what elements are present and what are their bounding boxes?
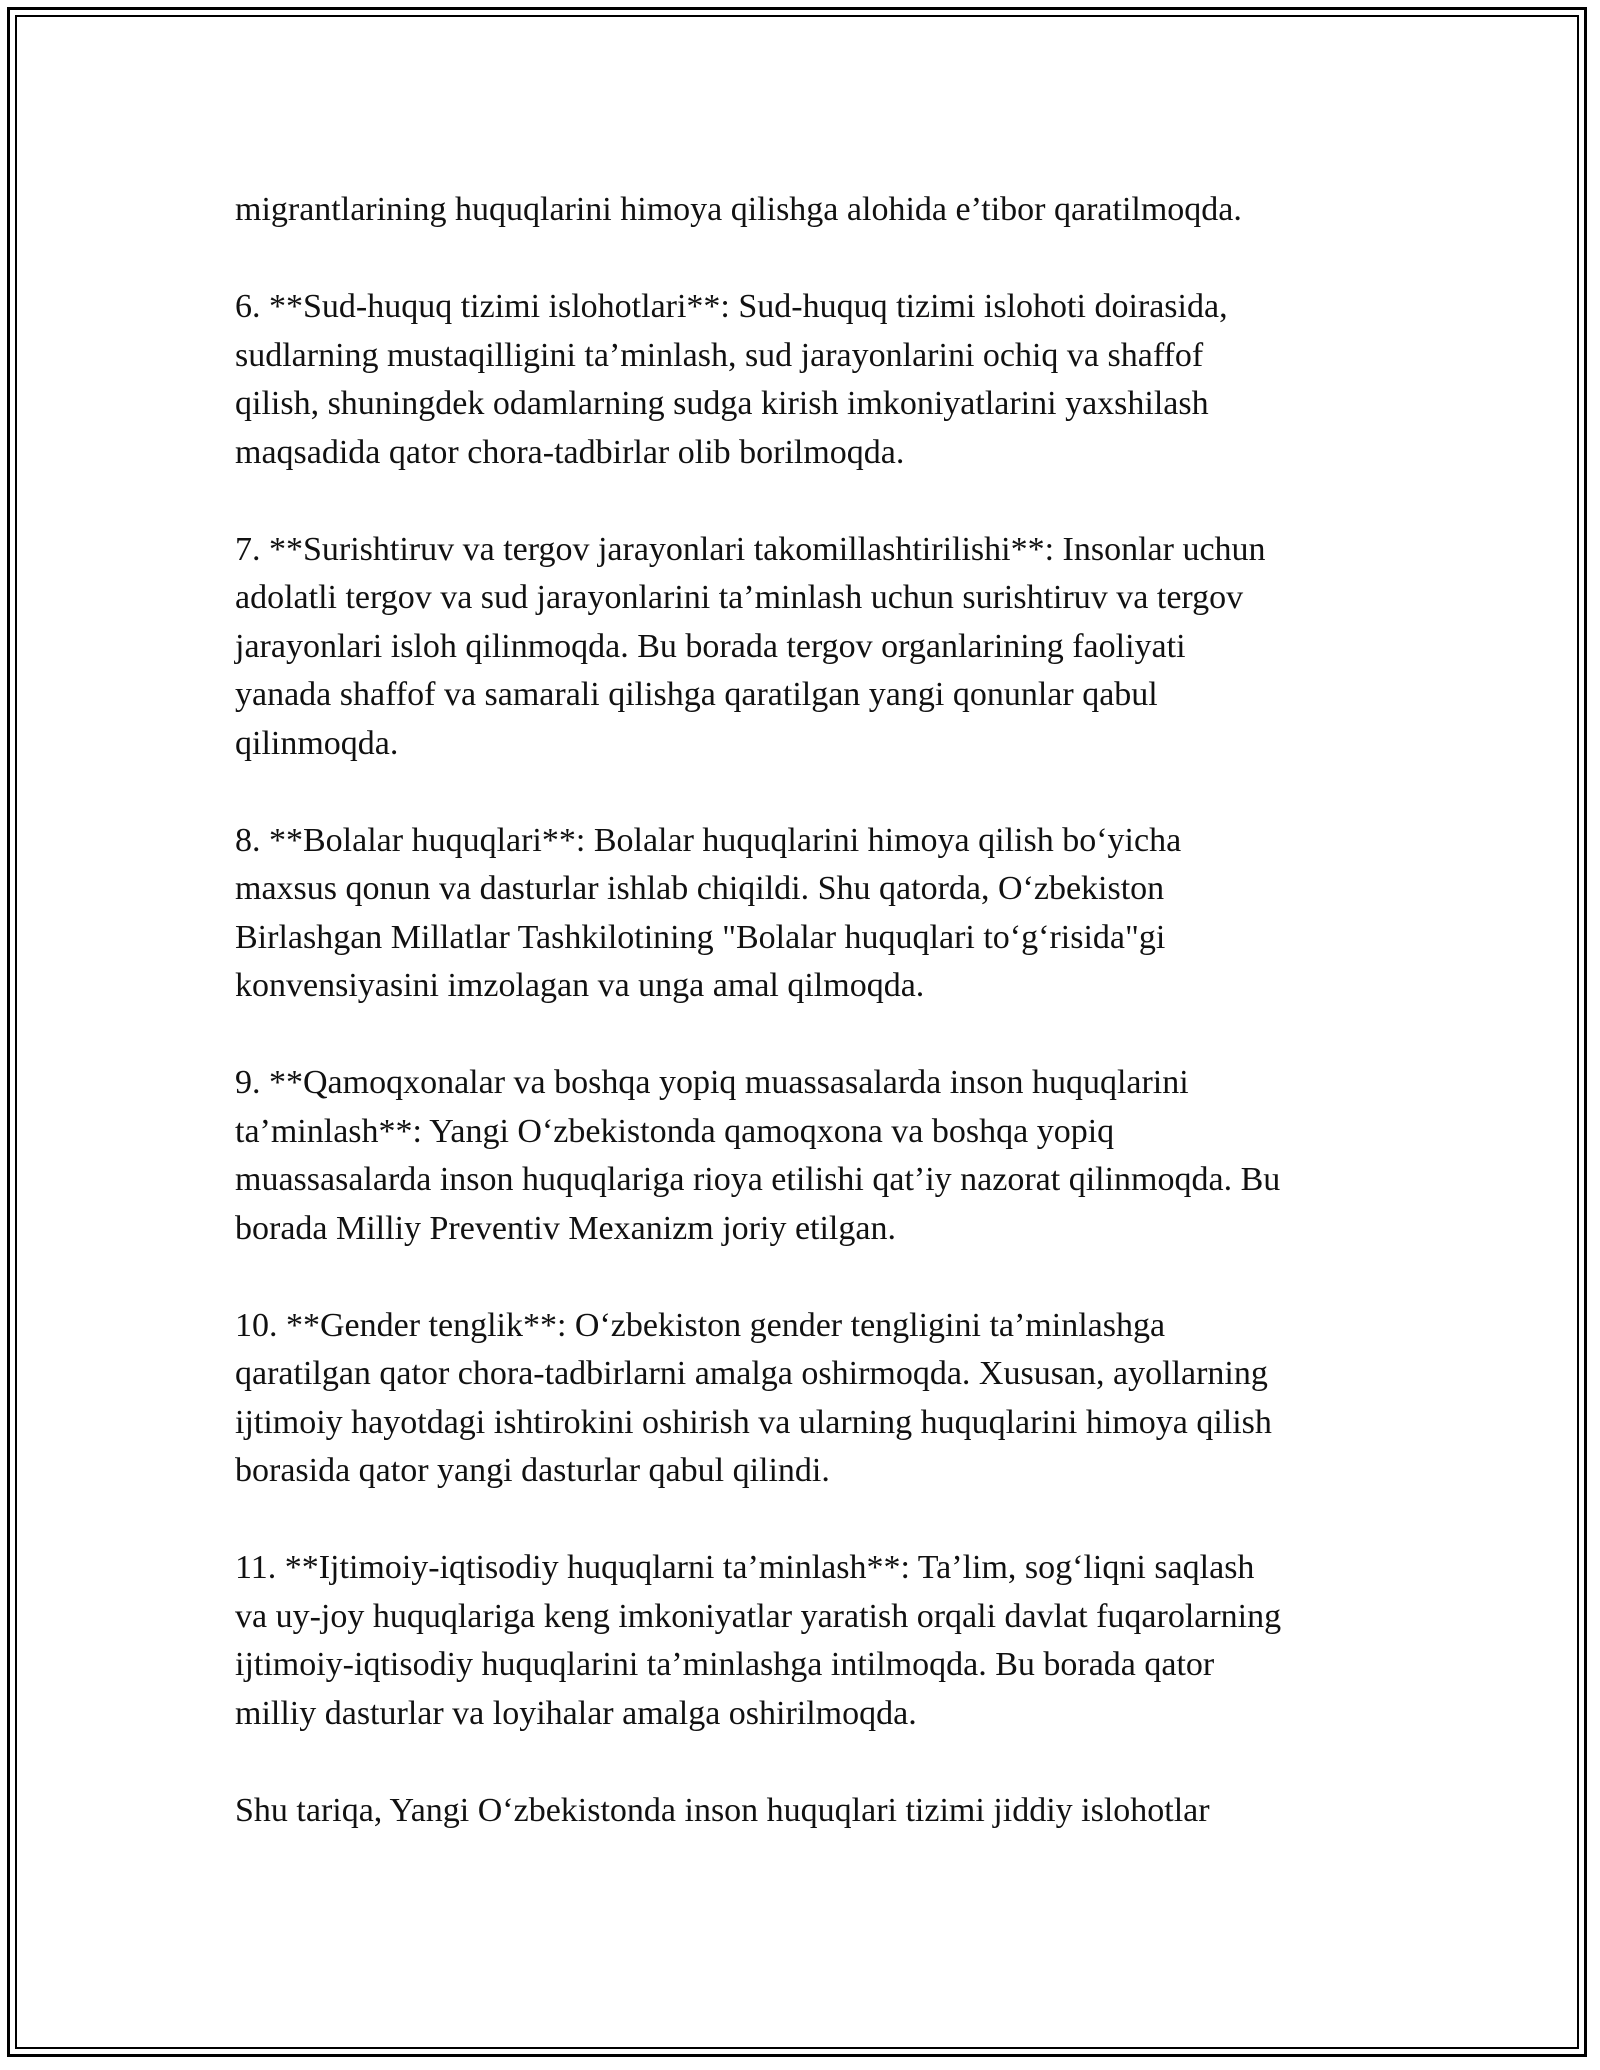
paragraph-item-8: 8. **Bolalar huquqlari**: Bolalar huquqlarini himoya qilish bo‘yicha maxsus qonun va dasturlar ishlab chiqildi. Shu qatorda, O‘zbekiston Birlashgan Millatlar Tashkilotining "Bolalar huquqlari to‘g‘risida"gi konvensiyasini imzolagan va unga amal qilmoqda. bbox=[235, 821, 1182, 1004]
paragraph-item-7: 7. **Surishtiruv va tergov jarayonlari takomillashtirilishi**: Insonlar uchun adolatli tergov va sud jarayonlarini ta’minlash uchun surishtiruv va tergov jarayonlari isloh qilinmoqda. Bu borada tergov organlarining faoliyati yanada shaffof va samarali qilishga qaratilgan yangi qonunlar qabul qilinmoqda. bbox=[235, 530, 1266, 762]
document-body bbox=[235, 186, 1375, 1884]
paragraph-item-9: 9. **Qamoqxonalar va boshqa yopiq muassasalarda inson huquqlarini ta’minlash**: Yangi O‘zbekistonda qamoqxona va boshqa yopiq muassasalarda inson huquqlariga rioya etilishi qat’iy nazorat qilinmoqda. Bu borada Milliy Preventiv Mexanizm joriy etilgan. bbox=[235, 1064, 1281, 1247]
paragraph-item-11: 11. **Ijtimoiy-iqtisodiy huquqlarni ta’minlash**: Ta’lim, sog‘liqni saqlash va uy-joy huquqlariga keng imkoniyatlar yaratish orqali davlat fuqarolarning ijtimoiy-iqtisodiy huquqlarini ta’minlashga intilmoqda. Bu borada qator milliy dasturlar va loyihalar amalga oshirilmoqda. bbox=[235, 1549, 1282, 1732]
paragraph-item-10: 10. **Gender tenglik**: O‘zbekiston gender tengligini ta’minlashga qaratilgan qator chora-tadbirlarni amalga oshirmoqda. Xususan, ayollarning ijtimoiy hayotdagi ishtirokini oshirish va ularning huquqlarini himoya qilish borasida qator yangi dasturlar qabul qilindi. bbox=[235, 1306, 1272, 1489]
paragraph-intro-continuation: migrantlarining huquqlarini himoya qilishga alohida e’tibor qaratilmoqda. bbox=[235, 191, 1242, 228]
paragraph-conclusion: Shu tariqa, Yangi O‘zbekistonda inson huquqlari tizimi jiddiy islohotlar bbox=[235, 1791, 1210, 1829]
paragraph-item-6: 6. **Sud-huquq tizimi islohotlari**: Sud-huquq tizimi islohoti doirasida, sudlarning mustaqilligini ta’minlash, sud jarayonlarini ochiq va shaffof qilish, shuningdek odamlarning sudga kirish imkoniyatlarini yaxshilash maqsadida qator chora-tadbirlar olib borilmoqda. bbox=[235, 288, 1228, 471]
